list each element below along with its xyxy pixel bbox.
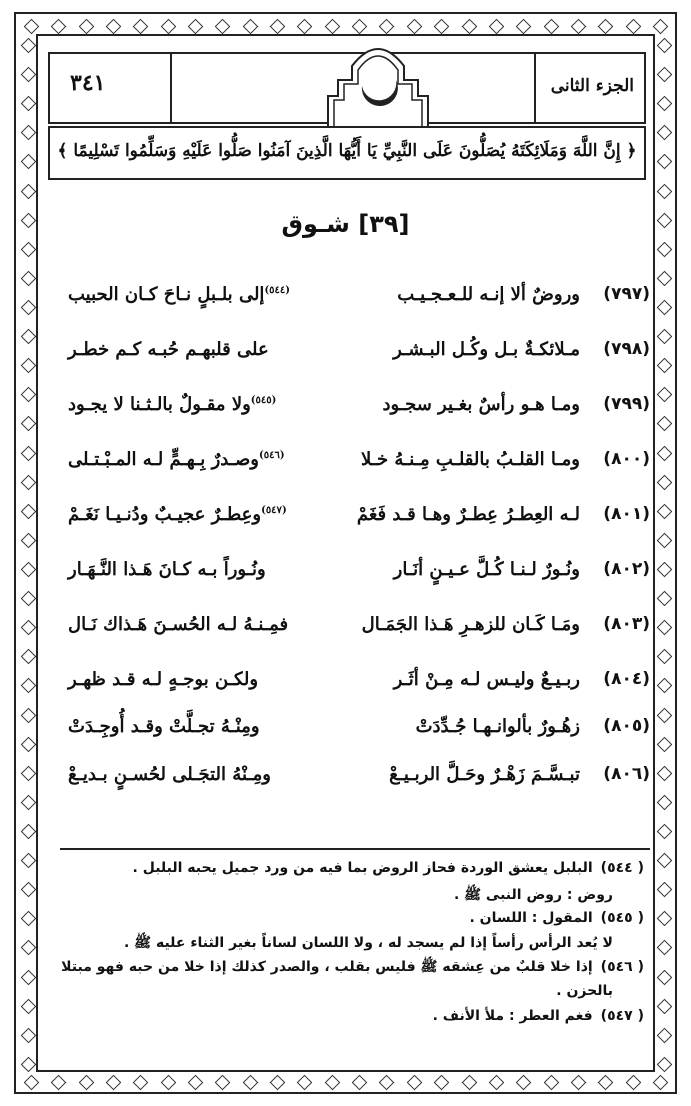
verse-number: (٨٠٢) bbox=[603, 559, 650, 579]
diamond-ornament-icon bbox=[656, 824, 672, 840]
footnote-number: ( ٥٤٧) bbox=[600, 1008, 644, 1024]
hemistich-first: ومَـا كَـان للزهـرِ هَـذا الجَمَـال bbox=[361, 614, 580, 635]
diamond-ornament-icon bbox=[653, 1074, 669, 1090]
hemistich-second: فمِـنـهُ لـه الحُسـنَ هَـذاك نَـال bbox=[68, 614, 289, 635]
diamond-ornament-icon bbox=[489, 18, 505, 34]
diamond-ornament-icon bbox=[656, 736, 672, 752]
verse-number: (٨٠١) bbox=[603, 504, 650, 524]
diamond-ornament-icon bbox=[24, 1074, 40, 1090]
footnote-text: فغم العطر : ملأ الأنف . bbox=[432, 1008, 593, 1024]
diamond-ornament-icon bbox=[297, 1074, 313, 1090]
diamond-ornament-icon bbox=[188, 1074, 204, 1090]
diamond-ornament-icon bbox=[656, 620, 672, 636]
verse-number: (٨٠٤) bbox=[603, 669, 650, 689]
diamond-ornament-icon bbox=[242, 18, 258, 34]
diamond-ornament-icon bbox=[656, 329, 672, 345]
diamond-ornament-icon bbox=[51, 1074, 67, 1090]
diamond-ornament-icon bbox=[20, 387, 36, 403]
footnote-ref: (٥٤٧) bbox=[261, 505, 287, 516]
hemistich-first: ونُـورٌ لـنـا كُـلَّ عـيـنٍ أنَـار bbox=[393, 559, 580, 580]
footnote-text: البلبل يعشق الوردة فحاز الروض بما فيه من ورد جميل يحبه البلبل . bbox=[132, 860, 593, 876]
diamond-ornament-icon bbox=[656, 241, 672, 257]
diamond-ornament-icon bbox=[78, 18, 94, 34]
hemistich-second: ولكـن بوجـهٍ لـه قـد ظهـر bbox=[68, 669, 259, 690]
diamond-ornament-icon bbox=[656, 678, 672, 694]
footnote bbox=[60, 910, 644, 926]
hemistich-first: ومـا هـو رأسٌ بغـير سجـود bbox=[382, 394, 580, 415]
diamond-ornament-icon bbox=[20, 969, 36, 985]
footnote-text: إذا خلا قلبٌ من عِشقه ﷺ فليس بقلب ، والصدر كذلك إذا خلا من حبه فهو مبتلا bbox=[61, 959, 593, 975]
poem-line bbox=[60, 339, 650, 379]
verse-number: (٨٠٥) bbox=[603, 716, 650, 736]
poem-line bbox=[60, 504, 650, 544]
diamond-ornament-icon bbox=[656, 940, 672, 956]
diamond-ornament-icon bbox=[20, 678, 36, 694]
hemistich-first: لـه العِطـرُ عِطـرٌ وهـا قـد فَغَمْ bbox=[356, 504, 580, 525]
poem-line bbox=[60, 764, 650, 804]
diamond-ornament-icon bbox=[656, 882, 672, 898]
hemistich-first: ربـيـعٌ وليـس لـه مِـنْ أثَـر bbox=[393, 669, 580, 690]
footnote bbox=[60, 860, 644, 876]
hemistich-second: على قلبهـم حُبـه كـم خطـر bbox=[68, 339, 269, 360]
diamond-ornament-icon bbox=[20, 824, 36, 840]
diamond-ornament-icon bbox=[20, 271, 36, 287]
hemistich-first: ومـا القلـبُ بالقلـبِ مِـنـهُ خـلا bbox=[360, 449, 580, 470]
diamond-ornament-icon bbox=[270, 18, 286, 34]
diamond-ornament-icon bbox=[20, 445, 36, 461]
verse-number: (٨٠٦) bbox=[603, 764, 650, 784]
diamond-ornament-icon bbox=[656, 853, 672, 869]
hemistich-second: ومِـنْهُ التجَـلى لحُسـنٍ بـديـعْ bbox=[68, 764, 271, 785]
diamond-ornament-icon bbox=[461, 18, 477, 34]
diamond-ornament-icon bbox=[20, 67, 36, 83]
diamond-ornament-icon bbox=[325, 1074, 341, 1090]
hemistich-second: ومِنْـهُ تجـلَّتْ وقـد أُوجِـدَتْ bbox=[68, 716, 260, 737]
diamond-ornament-icon bbox=[656, 591, 672, 607]
diamond-ornament-icon bbox=[20, 795, 36, 811]
hemistich-second: ونُـوراً بـه كـانَ هَـذا النَّـهَـار bbox=[68, 559, 266, 580]
verse-number: (٨٠٣) bbox=[603, 614, 650, 634]
diamond-ornament-icon bbox=[160, 18, 176, 34]
diamond-ornament-icon bbox=[461, 1074, 477, 1090]
diamond-ornament-icon bbox=[20, 38, 36, 54]
diamond-ornament-icon bbox=[20, 649, 36, 665]
footnote-number: ( ٥٤٤) bbox=[600, 860, 644, 876]
diamond-ornament-icon bbox=[656, 183, 672, 199]
diamond-ornament-icon bbox=[106, 18, 122, 34]
poem-line bbox=[60, 449, 650, 489]
poem-line bbox=[60, 716, 650, 756]
diamond-ornament-icon bbox=[571, 18, 587, 34]
diamond-ornament-icon bbox=[598, 1074, 614, 1090]
diamond-ornament-icon bbox=[24, 18, 40, 34]
hemistich-first: مـلائكـةٌ بـل وكُـل البـشـر bbox=[393, 339, 580, 360]
footnote bbox=[454, 886, 621, 906]
diamond-ornament-icon bbox=[20, 882, 36, 898]
quran-verse-box bbox=[48, 126, 646, 180]
border-ornament-left bbox=[20, 40, 36, 1070]
border-ornament-bottom bbox=[26, 1074, 666, 1090]
footnote-text: بالحزن . bbox=[556, 983, 613, 999]
diamond-ornament-icon bbox=[656, 998, 672, 1014]
diamond-ornament-icon bbox=[656, 125, 672, 141]
diamond-ornament-icon bbox=[407, 1074, 423, 1090]
footnote-divider bbox=[60, 848, 650, 850]
diamond-ornament-icon bbox=[20, 154, 36, 170]
footnote-ref: (٥٤٤) bbox=[264, 285, 291, 296]
diamond-ornament-icon bbox=[656, 765, 672, 781]
border-ornament-top bbox=[26, 18, 666, 34]
footnote-text: لا يُعد الرأس رأساً إذا لم يسجد له ، ولا اللسان لساناً بغير الثناء عليه ﷺ . bbox=[123, 935, 613, 951]
diamond-ornament-icon bbox=[270, 1074, 286, 1090]
diamond-ornament-icon bbox=[20, 503, 36, 519]
diamond-ornament-icon bbox=[516, 1074, 532, 1090]
footnote-text: روض : روض النبى ﷺ . bbox=[453, 887, 613, 903]
page-number: ٣٤١ bbox=[70, 70, 106, 96]
verse-number: (٨٠٠) bbox=[603, 449, 650, 469]
diamond-ornament-icon bbox=[215, 18, 231, 34]
diamond-ornament-icon bbox=[656, 1057, 672, 1073]
diamond-ornament-icon bbox=[656, 562, 672, 578]
poem-line bbox=[60, 614, 650, 654]
footnote-number: ( ٥٤٥) bbox=[600, 910, 644, 926]
diamond-ornament-icon bbox=[242, 1074, 258, 1090]
diamond-ornament-icon bbox=[656, 358, 672, 374]
diamond-ornament-icon bbox=[20, 1057, 36, 1073]
diamond-ornament-icon bbox=[20, 183, 36, 199]
hemistich-first: وروضٌ ألا إنـه للـعـجـيـب bbox=[397, 284, 580, 305]
diamond-ornament-icon bbox=[434, 18, 450, 34]
hemistich-second: $^{(٥٤٤)}$إلى بلـبلٍ نـاحَ كـان الحبيب bbox=[68, 284, 291, 305]
diamond-ornament-icon bbox=[598, 18, 614, 34]
diamond-ornament-icon bbox=[20, 853, 36, 869]
diamond-ornament-icon bbox=[656, 445, 672, 461]
diamond-ornament-icon bbox=[160, 1074, 176, 1090]
diamond-ornament-icon bbox=[625, 18, 641, 34]
diamond-ornament-icon bbox=[20, 911, 36, 927]
diamond-ornament-icon bbox=[20, 241, 36, 257]
diamond-ornament-icon bbox=[20, 416, 36, 432]
diamond-ornament-icon bbox=[20, 998, 36, 1014]
footnote-ref: (٥٤٥) bbox=[250, 395, 277, 406]
diamond-ornament-icon bbox=[20, 125, 36, 141]
diamond-ornament-icon bbox=[20, 562, 36, 578]
diamond-ornament-icon bbox=[656, 795, 672, 811]
diamond-ornament-icon bbox=[434, 1074, 450, 1090]
diamond-ornament-icon bbox=[352, 1074, 368, 1090]
poem-line bbox=[60, 284, 650, 324]
diamond-ornament-icon bbox=[20, 474, 36, 490]
diamond-ornament-icon bbox=[656, 387, 672, 403]
diamond-ornament-icon bbox=[543, 18, 559, 34]
section-title: [٣٩] شـوق bbox=[281, 210, 410, 238]
crescent-arch-icon bbox=[318, 36, 438, 132]
hemistich-first: تبـسَّـمَ زَهْـرٌ وحَـلَّ الربـيـعْ bbox=[389, 764, 580, 785]
diamond-ornament-icon bbox=[20, 765, 36, 781]
header-divider bbox=[534, 54, 536, 122]
verse-number: (٧٩٨) bbox=[603, 339, 650, 359]
diamond-ornament-icon bbox=[656, 154, 672, 170]
diamond-ornament-icon bbox=[20, 1027, 36, 1043]
diamond-ornament-icon bbox=[656, 969, 672, 985]
diamond-ornament-icon bbox=[656, 67, 672, 83]
footnote bbox=[60, 958, 644, 978]
diamond-ornament-icon bbox=[20, 329, 36, 345]
diamond-ornament-icon bbox=[325, 18, 341, 34]
diamond-ornament-icon bbox=[656, 533, 672, 549]
diamond-ornament-icon bbox=[516, 18, 532, 34]
hemistich-first: زهُـورٌ بألوانـهـا جُـدِّدَتْ bbox=[415, 716, 580, 737]
diamond-ornament-icon bbox=[656, 38, 672, 54]
hemistich-second: $^{(٥٤٧)}$وعِطـرٌ عجيـبٌ ودُنـيـا نَغَـمْ bbox=[68, 504, 287, 525]
diamond-ornament-icon bbox=[489, 1074, 505, 1090]
diamond-ornament-icon bbox=[656, 649, 672, 665]
diamond-ornament-icon bbox=[20, 707, 36, 723]
footnote bbox=[556, 983, 621, 999]
diamond-ornament-icon bbox=[20, 940, 36, 956]
border-ornament-right bbox=[656, 40, 672, 1070]
hemistich-second: $^{(٥٤٥)}$ولا مقـولٌ بالـثـنا لا يجـود bbox=[68, 394, 277, 415]
diamond-ornament-icon bbox=[20, 300, 36, 316]
diamond-ornament-icon bbox=[656, 416, 672, 432]
diamond-ornament-icon bbox=[20, 96, 36, 112]
diamond-ornament-icon bbox=[51, 18, 67, 34]
diamond-ornament-icon bbox=[407, 18, 423, 34]
diamond-ornament-icon bbox=[215, 1074, 231, 1090]
diamond-ornament-icon bbox=[656, 300, 672, 316]
footnote-number: ( ٥٤٦) bbox=[600, 959, 644, 975]
diamond-ornament-icon bbox=[656, 1027, 672, 1043]
diamond-ornament-icon bbox=[656, 474, 672, 490]
quran-verse: ﴿ إِنَّ اللَّهَ وَمَلَائِكَتَهُ يُصَلُّونَ عَلَى النَّبِيِّ يَا أَيُّهَا الَّذِينَ آمَنُوا صَلُّوا عَلَيْهِ وَسَلِّمُوا تَسْلِيمًا ﴾ bbox=[57, 141, 637, 161]
diamond-ornament-icon bbox=[656, 911, 672, 927]
diamond-ornament-icon bbox=[20, 591, 36, 607]
diamond-ornament-icon bbox=[656, 271, 672, 287]
hemistich-second: $^{(٥٤٦)}$وصـدرٌ بِـهـمٍّ لـه المـبْـتـلى bbox=[68, 449, 285, 470]
diamond-ornament-icon bbox=[20, 736, 36, 752]
poem-line bbox=[60, 559, 650, 599]
diamond-ornament-icon bbox=[656, 503, 672, 519]
poem-line bbox=[60, 394, 650, 434]
verse-number: (٧٩٩) bbox=[603, 394, 650, 414]
diamond-ornament-icon bbox=[133, 1074, 149, 1090]
poem-line bbox=[60, 669, 650, 709]
diamond-ornament-icon bbox=[543, 1074, 559, 1090]
diamond-ornament-icon bbox=[656, 96, 672, 112]
diamond-ornament-icon bbox=[352, 18, 368, 34]
diamond-ornament-icon bbox=[20, 358, 36, 374]
diamond-ornament-icon bbox=[571, 1074, 587, 1090]
diamond-ornament-icon bbox=[20, 620, 36, 636]
diamond-ornament-icon bbox=[188, 18, 204, 34]
diamond-ornament-icon bbox=[20, 533, 36, 549]
diamond-ornament-icon bbox=[297, 18, 313, 34]
footnote-ref: (٥٤٦) bbox=[258, 450, 285, 461]
diamond-ornament-icon bbox=[656, 707, 672, 723]
part-title: الجزء الثانى bbox=[550, 76, 634, 96]
diamond-ornament-icon bbox=[379, 1074, 395, 1090]
diamond-ornament-icon bbox=[106, 1074, 122, 1090]
verse-number: (٧٩٧) bbox=[603, 284, 650, 304]
footnote bbox=[124, 934, 621, 954]
footnote bbox=[60, 1008, 644, 1024]
footnote-text: المقول : اللسان . bbox=[469, 910, 593, 926]
diamond-ornament-icon bbox=[379, 18, 395, 34]
diamond-ornament-icon bbox=[78, 1074, 94, 1090]
diamond-ornament-icon bbox=[653, 18, 669, 34]
header-divider bbox=[170, 54, 172, 122]
diamond-ornament-icon bbox=[133, 18, 149, 34]
diamond-ornament-icon bbox=[625, 1074, 641, 1090]
